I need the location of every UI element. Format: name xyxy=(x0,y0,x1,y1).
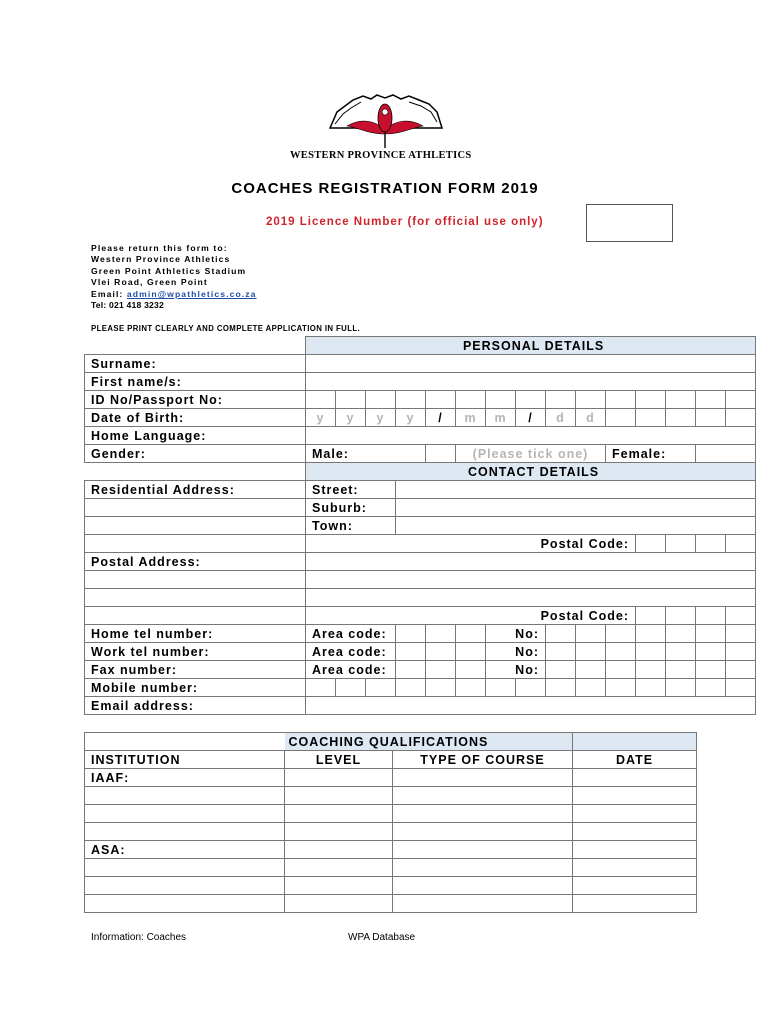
course-type-column-header: TYPE OF COURSE xyxy=(393,751,573,769)
tel-digit[interactable] xyxy=(606,643,636,661)
town-label: Town: xyxy=(306,517,396,535)
residential-postal-code-row xyxy=(85,535,756,553)
surname-field[interactable] xyxy=(306,355,756,373)
mobile-digit[interactable] xyxy=(426,679,456,697)
dob-separator: / xyxy=(516,409,546,427)
institution-cell[interactable] xyxy=(85,895,285,913)
mobile-digit[interactable] xyxy=(366,679,396,697)
email-address-field[interactable] xyxy=(306,697,756,715)
iaaf-label: IAAF: xyxy=(85,769,285,787)
mobile-digit[interactable] xyxy=(696,679,726,697)
street-field[interactable] xyxy=(396,481,756,499)
return-line-org: Western Province Athletics xyxy=(91,254,231,264)
date-cell[interactable] xyxy=(573,823,697,841)
dob-year-cell[interactable]: y xyxy=(366,409,396,427)
residential-address-label: Residential Address: xyxy=(85,481,306,499)
mobile-digit[interactable] xyxy=(306,679,336,697)
first-names-label: First name/s: xyxy=(85,373,306,391)
mobile-label: Mobile number: xyxy=(85,679,306,697)
details-table xyxy=(84,336,756,715)
id-digit-cell[interactable] xyxy=(726,391,756,409)
id-digit-cell[interactable] xyxy=(366,391,396,409)
postal-code-digit[interactable] xyxy=(636,607,666,625)
email-address-label: Email address: xyxy=(85,697,306,715)
mobile-row xyxy=(85,679,756,697)
fax-label: Fax number: xyxy=(85,661,306,679)
table-row xyxy=(85,769,697,787)
return-tel: Tel: 021 418 3232 xyxy=(91,300,164,310)
fax-row xyxy=(85,661,756,679)
course-cell[interactable] xyxy=(393,841,573,859)
id-digit-cell[interactable] xyxy=(666,391,696,409)
tel-digit[interactable] xyxy=(576,625,606,643)
postal-address-label: Postal Address: xyxy=(85,553,306,571)
mobile-digit[interactable] xyxy=(516,679,546,697)
postal-code-digit[interactable] xyxy=(726,535,756,553)
area-code-label: Area code: xyxy=(306,661,396,679)
work-tel-row xyxy=(85,643,756,661)
mobile-digit[interactable] xyxy=(396,679,426,697)
male-label: Male: xyxy=(306,445,426,463)
email-link[interactable]: admin@wpathletics.co.za xyxy=(126,289,257,299)
personal-details-heading: PERSONAL DETAILS xyxy=(306,337,756,355)
mobile-digit[interactable] xyxy=(576,679,606,697)
dob-day-cell[interactable]: d xyxy=(546,409,576,427)
dob-extra-cell[interactable] xyxy=(726,409,756,427)
level-cell[interactable] xyxy=(285,805,393,823)
area-code-digit[interactable] xyxy=(396,661,426,679)
date-cell[interactable] xyxy=(573,841,697,859)
email-label: Email: xyxy=(91,289,124,299)
date-cell[interactable] xyxy=(573,805,697,823)
tel-digit[interactable] xyxy=(606,625,636,643)
date-cell[interactable] xyxy=(573,877,697,895)
postal-postal-code-row xyxy=(85,607,756,625)
area-code-digit[interactable] xyxy=(396,643,426,661)
institution-cell[interactable] xyxy=(85,805,285,823)
postal-code-digit[interactable] xyxy=(666,535,696,553)
institution-cell[interactable] xyxy=(85,787,285,805)
dob-year-cell[interactable]: y xyxy=(336,409,366,427)
table-row xyxy=(85,805,697,823)
mobile-digit[interactable] xyxy=(636,679,666,697)
level-cell[interactable] xyxy=(285,895,393,913)
table-row xyxy=(85,859,697,877)
qualifications-heading: COACHING QUALIFICATIONS xyxy=(285,733,573,751)
return-heading: Please return this form to: xyxy=(91,243,228,253)
dob-month-cell[interactable]: m xyxy=(456,409,486,427)
dob-extra-cell[interactable] xyxy=(636,409,666,427)
date-cell[interactable] xyxy=(573,895,697,913)
home-tel-label: Home tel number: xyxy=(85,625,306,643)
id-digit-cell[interactable] xyxy=(636,391,666,409)
licence-number-box[interactable] xyxy=(586,204,673,242)
level-cell[interactable] xyxy=(285,877,393,895)
street-label: Street: xyxy=(306,481,396,499)
course-cell[interactable] xyxy=(393,877,573,895)
area-code-digit[interactable] xyxy=(426,661,456,679)
return-line-stadium: Green Point Athletics Stadium xyxy=(91,266,247,276)
tel-digit[interactable] xyxy=(726,625,756,643)
number-label: No: xyxy=(486,625,546,643)
return-line-road: Vlei Road, Green Point xyxy=(91,277,208,287)
id-digit-cell[interactable] xyxy=(486,391,516,409)
area-code-digit[interactable] xyxy=(396,625,426,643)
id-digit-cell[interactable] xyxy=(336,391,366,409)
dob-row xyxy=(85,409,756,427)
area-code-label: Area code: xyxy=(306,643,396,661)
number-label: No: xyxy=(486,643,546,661)
tel-digit[interactable] xyxy=(546,661,576,679)
institution-cell[interactable] xyxy=(85,877,285,895)
return-email-line xyxy=(91,289,257,300)
tick-one-hint: (Please tick one) xyxy=(456,445,606,463)
mobile-digit[interactable] xyxy=(336,679,366,697)
gender-label: Gender: xyxy=(85,445,306,463)
postal-code-digit[interactable] xyxy=(696,535,726,553)
footer-info: Information: Coaches xyxy=(91,932,187,943)
id-digit-cell[interactable] xyxy=(456,391,486,409)
contact-header-row xyxy=(85,463,756,481)
tel-digit[interactable] xyxy=(576,643,606,661)
postal-code-label: Postal Code: xyxy=(306,607,636,625)
id-digit-cell[interactable] xyxy=(696,391,726,409)
dob-year-cell[interactable]: y xyxy=(396,409,426,427)
personal-header-row xyxy=(85,337,756,355)
level-column-header: LEVEL xyxy=(285,751,393,769)
level-cell[interactable] xyxy=(285,859,393,877)
work-tel-label: Work tel number: xyxy=(85,643,306,661)
course-cell[interactable] xyxy=(393,805,573,823)
table-row xyxy=(85,823,697,841)
institution-column-header: INSTITUTION xyxy=(85,751,285,769)
tel-digit[interactable] xyxy=(666,625,696,643)
level-cell[interactable] xyxy=(285,787,393,805)
id-digit-cell[interactable] xyxy=(516,391,546,409)
org-name: WESTERN PROVINCE ATHLETICS xyxy=(290,150,472,161)
postal-code-digit[interactable] xyxy=(636,535,666,553)
tel-digit[interactable] xyxy=(696,661,726,679)
postal-code-digit[interactable] xyxy=(696,607,726,625)
print-note: PLEASE PRINT CLEARLY AND COMPLETE APPLICATION IN FULL. xyxy=(91,324,361,333)
area-code-digit[interactable] xyxy=(426,643,456,661)
asa-label: ASA: xyxy=(85,841,285,859)
female-tick-box[interactable] xyxy=(696,445,756,463)
home-language-field[interactable] xyxy=(306,427,756,445)
dob-extra-cell[interactable] xyxy=(606,409,636,427)
postal-code-digit[interactable] xyxy=(666,607,696,625)
tel-digit[interactable] xyxy=(546,625,576,643)
table-row xyxy=(85,787,697,805)
tel-digit[interactable] xyxy=(606,661,636,679)
area-code-label: Area code: xyxy=(306,625,396,643)
area-code-digit[interactable] xyxy=(456,625,486,643)
table-row xyxy=(85,877,697,895)
course-cell[interactable] xyxy=(393,787,573,805)
contact-details-heading: CONTACT DETAILS xyxy=(306,463,756,481)
gender-row xyxy=(85,445,756,463)
town-field[interactable] xyxy=(396,517,756,535)
id-digit-cell[interactable] xyxy=(306,391,336,409)
id-digit-cell[interactable] xyxy=(576,391,606,409)
tel-digit[interactable] xyxy=(726,661,756,679)
suburb-field[interactable] xyxy=(396,499,756,517)
course-cell[interactable] xyxy=(393,769,573,787)
qualifications-table xyxy=(84,732,697,913)
form-title: COACHES REGISTRATION FORM 2019 xyxy=(231,180,539,197)
date-cell[interactable] xyxy=(573,769,697,787)
mobile-digit[interactable] xyxy=(456,679,486,697)
id-digit-cell[interactable] xyxy=(546,391,576,409)
home-language-label: Home Language: xyxy=(85,427,306,445)
tel-digit[interactable] xyxy=(666,661,696,679)
date-cell[interactable] xyxy=(573,859,697,877)
dob-month-cell[interactable]: m xyxy=(486,409,516,427)
tel-digit[interactable] xyxy=(696,643,726,661)
level-cell[interactable] xyxy=(285,823,393,841)
logo-protea-center xyxy=(378,104,392,132)
dob-separator: / xyxy=(426,409,456,427)
dob-extra-cell[interactable] xyxy=(696,409,726,427)
course-cell[interactable] xyxy=(393,823,573,841)
tel-digit[interactable] xyxy=(576,661,606,679)
tel-digit[interactable] xyxy=(666,643,696,661)
table-row xyxy=(85,841,697,859)
area-code-digit[interactable] xyxy=(426,625,456,643)
tel-digit[interactable] xyxy=(546,643,576,661)
date-column-header: DATE xyxy=(573,751,697,769)
id-row xyxy=(85,391,756,409)
institution-cell[interactable] xyxy=(85,823,285,841)
first-names-field[interactable] xyxy=(306,373,756,391)
level-cell[interactable] xyxy=(285,841,393,859)
home-tel-row xyxy=(85,625,756,643)
id-number-label: ID No/Passport No: xyxy=(85,391,306,409)
licence-label: 2019 Licence Number (for official use only) xyxy=(266,216,544,228)
postal-address-field-1[interactable] xyxy=(306,553,756,571)
postal-code-label: Postal Code: xyxy=(306,535,636,553)
qualifications-columns-row xyxy=(85,751,697,769)
tel-digit[interactable] xyxy=(636,625,666,643)
dob-extra-cell[interactable] xyxy=(666,409,696,427)
tel-digit[interactable] xyxy=(636,643,666,661)
postal-code-digit[interactable] xyxy=(726,607,756,625)
id-digit-cell[interactable] xyxy=(606,391,636,409)
mobile-digit[interactable] xyxy=(546,679,576,697)
tel-digit[interactable] xyxy=(726,643,756,661)
mobile-digit[interactable] xyxy=(606,679,636,697)
tel-digit[interactable] xyxy=(696,625,726,643)
female-label: Female: xyxy=(606,445,696,463)
footer-database: WPA Database xyxy=(348,932,416,943)
dob-day-cell[interactable]: d xyxy=(576,409,606,427)
id-digit-cell[interactable] xyxy=(426,391,456,409)
mobile-digit[interactable] xyxy=(666,679,696,697)
number-label: No: xyxy=(486,661,546,679)
dob-year-cell[interactable]: y xyxy=(306,409,336,427)
mobile-digit[interactable] xyxy=(726,679,756,697)
tel-digit[interactable] xyxy=(636,661,666,679)
table-row xyxy=(85,895,697,913)
postal-address-field-2[interactable] xyxy=(306,571,756,589)
postal-address-field-3[interactable] xyxy=(306,589,756,607)
course-cell[interactable] xyxy=(393,859,573,877)
mobile-digit[interactable] xyxy=(486,679,516,697)
course-cell[interactable] xyxy=(393,895,573,913)
area-code-digit[interactable] xyxy=(456,643,486,661)
area-code-digit[interactable] xyxy=(456,661,486,679)
suburb-label: Suburb: xyxy=(306,499,396,517)
surname-label: Surname: xyxy=(85,355,306,373)
id-digit-cell[interactable] xyxy=(396,391,426,409)
institution-cell[interactable] xyxy=(85,859,285,877)
dob-label: Date of Birth: xyxy=(85,409,306,427)
level-cell[interactable] xyxy=(285,769,393,787)
male-tick-box[interactable] xyxy=(426,445,456,463)
date-cell[interactable] xyxy=(573,787,697,805)
wpa-logo xyxy=(325,90,445,150)
